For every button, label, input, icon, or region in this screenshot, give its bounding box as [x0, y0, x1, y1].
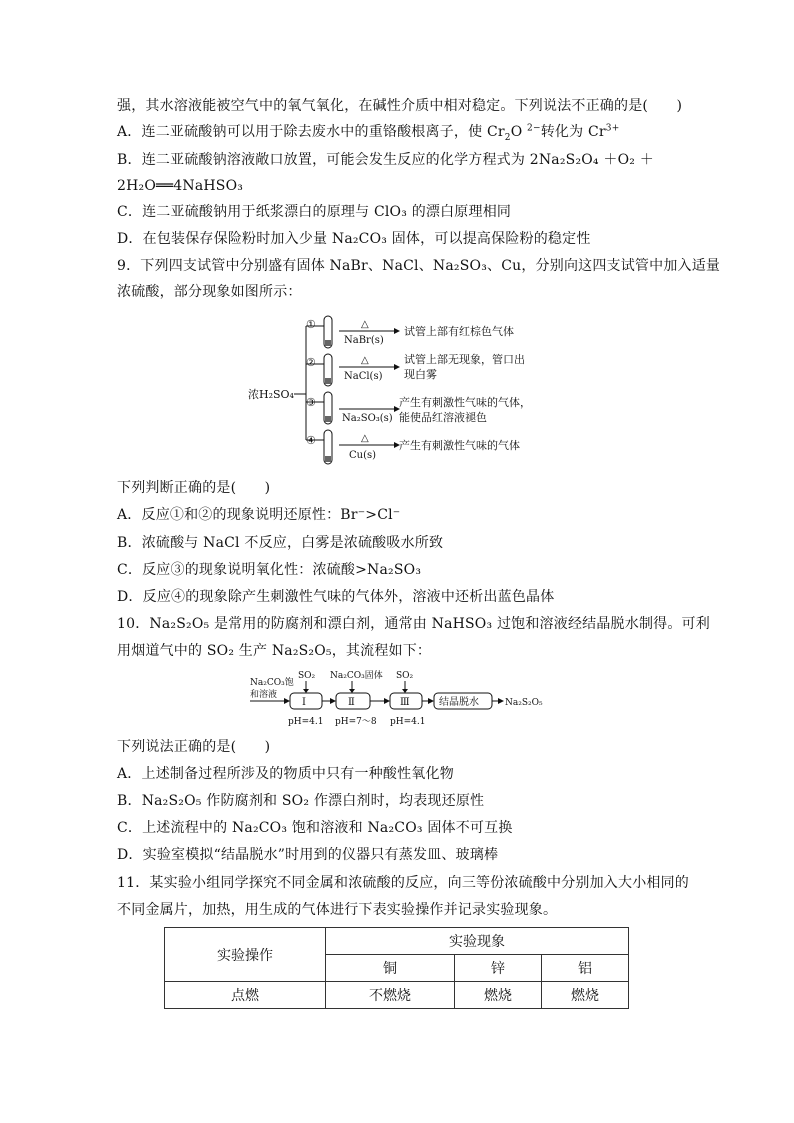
q8-option-d: D．在包装保存保险粉时加入少量 Na₂CO₃ 固体，可以提高保险粉的稳定性: [117, 231, 591, 247]
q10-option-b: B．Na₂S₂O₅ 作防腐剂和 SO₂ 作漂白剂时，均表现还原性: [117, 793, 485, 809]
q10-option-d: D．实验室模拟“结晶脱水”时用到的仪器只有蒸发皿、玻璃棒: [117, 847, 499, 863]
table-header-phenomenon: 实验现象: [326, 928, 629, 955]
q10-start-label-2: 和溶液: [250, 690, 278, 700]
q9-tube-4-result: 产生有刺激性气味的气体: [399, 439, 520, 452]
q9-option-c: C．反应③的现象说明氧化性：浓硫酸>Na₂SO₃: [117, 562, 422, 578]
q8-option-a-sub: 2: [504, 132, 511, 143]
table-cell: 不燃烧: [326, 982, 455, 1009]
q10-step-1: Ⅰ: [302, 697, 306, 708]
q9-tube-4: [306, 430, 520, 464]
q11-stem-line2: 不同金属片，加热，用生成的气体进行下表实验操作并记录实验现象。: [117, 902, 558, 918]
q10-ph-1: pH=4.1: [288, 717, 324, 727]
q9-tube-2-result2: 现白雾: [404, 368, 437, 381]
arrow-icon: [498, 698, 504, 704]
q10-stem-line1: 10．Na₂S₂O₅ 是常用的防腐剂和漂白剂，通常由 NaHSO₃ 过饱和溶液经结晶脱水制得。可利: [117, 616, 710, 632]
q10-option-c: C．上述流程中的 Na₂CO₃ 饱和溶液和 Na₂CO₃ 固体不可互换: [117, 820, 513, 836]
q10-input-3: SO₂: [396, 671, 414, 681]
arrow-icon: [428, 698, 434, 704]
q9-tube-3: [306, 392, 531, 424]
q10-start-label-1: Na₂CO₃饱: [250, 678, 294, 688]
q10-stem-line2: 用烟道气中的 SO₂ 生产 Na₂S₂O₅，其流程如下：: [117, 643, 432, 659]
q9-tube-diagram: [244, 312, 564, 472]
q9-tube-1: [306, 316, 514, 348]
q8-option-a-sup: 2−: [527, 123, 541, 134]
q11-results-table: [164, 927, 629, 1009]
table-cell: 燃烧: [455, 982, 542, 1009]
arrow-icon: [384, 698, 390, 704]
q10-option-a: A．上述制备过程所涉及的物质中只有一种酸性氧化物: [117, 766, 454, 782]
q8-option-a-sup2: 3+: [605, 123, 620, 134]
table-header-metal: 铜: [326, 955, 455, 982]
q9-option-a: A．反应①和②的现象说明还原性：Br⁻>Cl⁻: [117, 507, 401, 523]
q8-option-b-line2: 2H₂O══4NaHSO₃: [117, 178, 244, 194]
table-header-operation: 实验操作: [165, 928, 326, 982]
q10-step-3: Ⅲ: [400, 697, 410, 708]
q8-option-a-mid: 转化为 Cr: [540, 124, 606, 140]
q9-tube-1-num: ①: [306, 318, 316, 331]
table-header-metal: 铝: [542, 955, 629, 982]
q9-heat-symbol: △: [361, 319, 369, 330]
q10-input-2: Na₂CO₃固体: [330, 671, 383, 681]
q9-tube-3-result1: 产生有刺激性气味的气体，: [399, 396, 531, 409]
q9-tube-4-num: ④: [306, 434, 316, 447]
table-cell-operation: 点燃: [165, 982, 326, 1009]
q9-tube-2-solid: NaCl(s): [344, 371, 383, 382]
q9-tube-3-result2: 能使品红溶液褪色: [399, 411, 487, 424]
q8-stem-tail: 强，其水溶液能被空气中的氧气氧化，在碱性介质中相对稳定。下列说法不正确的是( ): [117, 98, 683, 114]
q8-option-a-o: O: [510, 124, 528, 140]
table-row: [165, 982, 629, 1009]
q9-tube-1-solid: NaBr(s): [344, 335, 384, 346]
q11-stem-line1: 11．某实验小组同学探究不同金属和浓硫酸的反应，向三等份浓硫酸中分别加入大小相同的: [117, 875, 690, 891]
q8-option-c: C．连二亚硫酸钠用于纸浆漂白的原理与 ClO₃ 的漂白原理相同: [117, 204, 512, 220]
q9-tube-2-result1: 试管上部无现象，管口出: [404, 353, 525, 366]
q9-heat-symbol: △: [361, 433, 369, 444]
q10-ask: 下列说法正确的是( ): [117, 739, 271, 755]
q9-tube-3-num: ③: [306, 396, 316, 409]
table-cell: 燃烧: [542, 982, 629, 1009]
q10-step-2: Ⅱ: [348, 697, 355, 708]
arrow-icon: [284, 698, 290, 704]
table-header-metal: 锌: [455, 955, 542, 982]
q8-option-b-line1: B．连二亚硫酸钠溶液敞口放置，可能会发生反应的化学方程式为 2Na₂S₂O₄ ＋O₂ ＋: [117, 152, 654, 168]
q9-tube-2-num: ②: [306, 356, 316, 369]
q9-tube-3-solid: Na₂SO₃(s): [342, 413, 393, 424]
q9-tube-2: [306, 352, 525, 386]
q9-stem-line1: 9．下列四支试管中分别盛有固体 NaBr、NaCl、Na₂SO₃、Cu，分别向这四支试管中加入适量: [117, 258, 721, 274]
q9-tube-4-solid: Cu(s): [349, 450, 377, 461]
q9-reagent-label: 浓H₂SO₄: [248, 388, 294, 401]
q9-ask: 下列判断正确的是( ): [117, 480, 271, 496]
q9-heat-symbol: △: [361, 355, 369, 366]
q9-tube-1-result: 试管上部有红棕色气体: [404, 325, 514, 338]
arrow-icon: [330, 698, 336, 704]
q10-input-1: SO₂: [298, 671, 316, 681]
q8-option-a-text: A．连二亚硫酸钠可以用于除去废水中的重铬酸根离子，使 Cr: [117, 124, 505, 140]
q8-option-a: [117, 122, 619, 142]
q10-product: Na₂S₂O₅: [505, 698, 543, 708]
q10-flow-diagram: [248, 668, 558, 728]
q9-option-b: B．浓硫酸与 NaCl 不反应，白雾是浓硫酸吸水所致: [117, 535, 444, 551]
q10-ph-3: pH=4.1: [390, 717, 426, 727]
q10-step-box-1: [290, 693, 322, 709]
q10-step-4: 结晶脱水: [439, 697, 479, 708]
q9-option-d: D．反应④的现象除产生刺激性气味的气体外，溶液中还析出蓝色晶体: [117, 589, 555, 605]
q10-ph-2: pH=7～8: [335, 717, 377, 727]
q9-stem-line2: 浓硫酸，部分现象如图所示：: [117, 284, 302, 300]
